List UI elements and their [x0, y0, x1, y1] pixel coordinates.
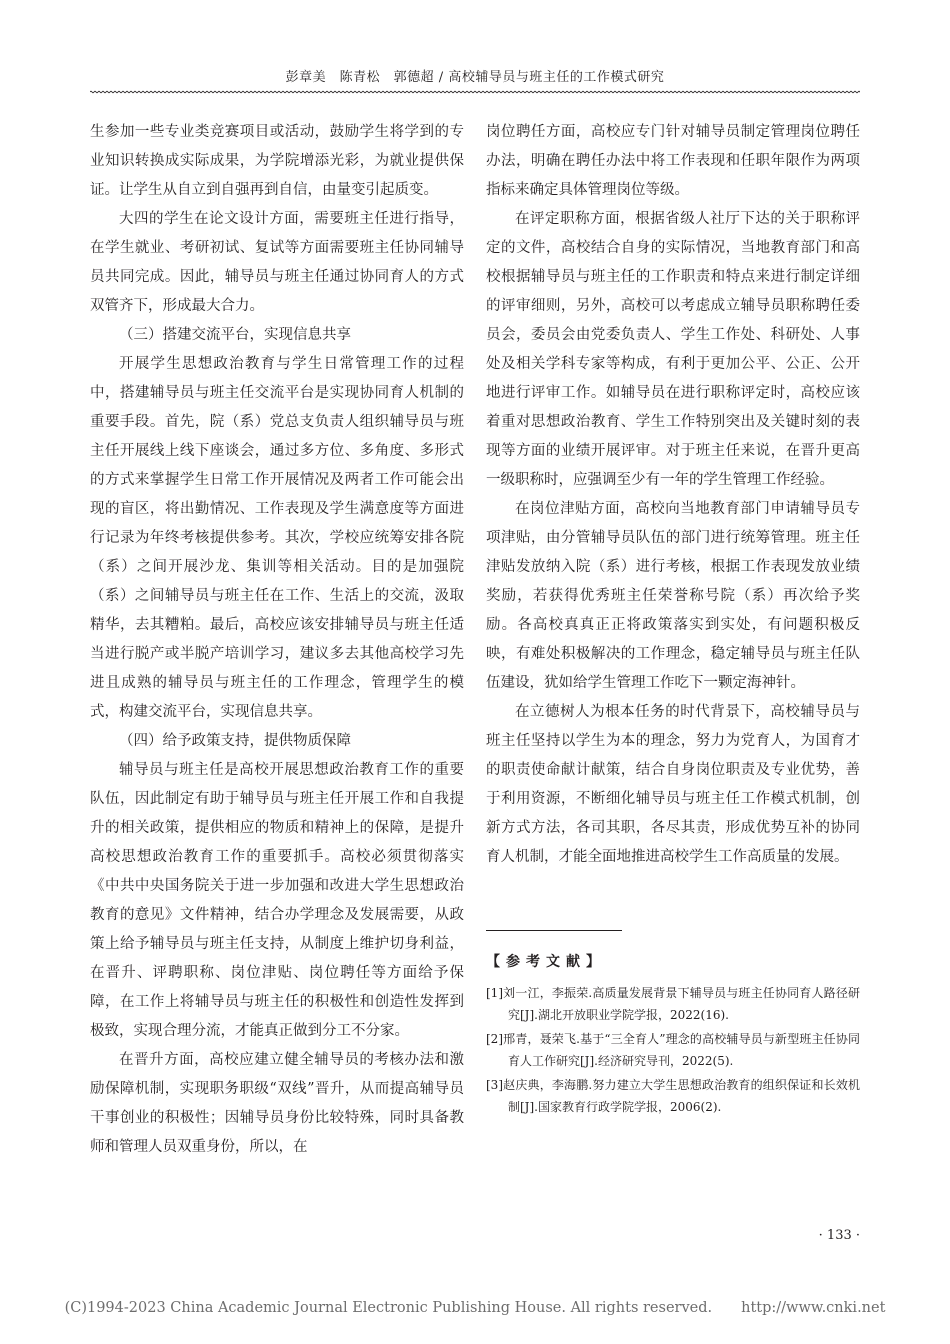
body-paragraph: 辅导员与班主任是高校开展思想政治教育工作的重要队伍，因此制定有助于辅导员与班主任开展工作和自我提升的相关政策，提供相应的物质和精神上的保障，是提升高校思想政治教育工作的重要抓手。高校必须贯彻落实《中共中央国务院关于进一步加强和改进大学生思想政治教育的意见》文件精神，结合办学理念及发展需要，从政策上给予辅导员与班主任支持，从制度上维护切身利益，在晋升、评聘职称、岗位津贴、岗位聘任等方面给予保障，在工作上将辅导员与班主任的积极性和创造性发挥到极致，实现合理分流，才能真正做到分工不分家。: [90, 762, 464, 1039]
copyright-footer: (C)1994-2023 China Academic Journal Electronic Publishing House. All rights reserved. http://www.cnki.net: [64, 1300, 886, 1316]
right-column: [486, 118, 860, 872]
page-number: · 133 ·: [818, 1228, 860, 1243]
references-list: [486, 982, 860, 1120]
header-wavy-rule: [90, 90, 860, 94]
references-heading: 【参考文献】: [486, 954, 606, 970]
body-paragraph: 生参加一些专业类竞赛项目或活动，鼓励学生将学到的专业知识转换成实际成果，为学院增添光彩，为就业提供保证。让学生从自立到自强再到自信，由量变引起质变。: [90, 124, 464, 198]
reference-item: [3]赵庆典，李海鹏.努力建立大学生思想政治教育的组织保证和长效机制[J].国家教育行政学院学报，2006(2).: [486, 1078, 860, 1114]
body-paragraph: 在岗位津贴方面，高校向当地教育部门申请辅导员专项津贴，由分管辅导员队伍的部门进行统筹管理。班主任津贴发放纳入院（系）进行考核，根据工作表现发放业绩奖励，若获得优秀班主任荣誉称号院（系）再次给予奖励。各高校真真正正将政策落实到实处，有问题积极反映，有难处积极解决的工作理念，稳定辅导员与班主任队伍建设，犹如给学生管理工作吃下一颗定海神针。: [486, 501, 860, 691]
reference-item: [2]邢青，聂荣飞.基于“三全育人”理念的高校辅导员与新型班主任协同育人工作研究[J].经济研究导刊，2022(5).: [486, 1032, 860, 1068]
left-column: [90, 118, 464, 1162]
body-paragraph: 岗位聘任方面，高校应专门针对辅导员制定管理岗位聘任办法，明确在聘任办法中将工作表现和任职年限作为两项指标来确定具体管理岗位等级。: [486, 124, 860, 198]
section-heading: （四）给予政策支持，提供物质保障: [119, 733, 351, 749]
references-divider: [486, 930, 622, 931]
section-heading: （三）搭建交流平台，实现信息共享: [119, 327, 351, 343]
body-paragraph: 开展学生思想政治教育与学生日常管理工作的过程中，搭建辅导员与班主任交流平台是实现协同育人机制的重要手段。首先，院（系）党总支负责人组织辅导员与班主任开展线上线下座谈会，通过多方位、多角度、多形式的方式来掌握学生日常工作开展情况及两者工作可能会出现的盲区，将出勤情况、工作表现及学生满意度等方面进行记录为年终考核提供参考。其次，学校应统筹安排各院（系）之间开展沙龙、集训等相关活动。目的是加强院（系）之间辅导员与班主任在工作、生活上的交流，汲取精华，去其糟粕。最后，高校应该安排辅导员与班主任适当进行脱产或半脱产培训学习，建议多去其他高校学习先进且成熟的辅导员与班主任的工作理念，管理学生的模式，构建交流平台，实现信息共享。: [90, 356, 464, 720]
body-paragraph: 在立德树人为根本任务的时代背景下，高校辅导员与班主任坚持以学生为本的理念，努力为党育人，为国育才的职责使命献计献策，结合自身岗位职责及专业优势，善于利用资源，不断细化辅导员与班主任工作模式机制，创新方式方法，各司其职，各尽其责，形成优势互补的协同育人机制，才能全面地推进高校学生工作高质量的发展。: [486, 704, 860, 865]
reference-item: [1]刘一江，李振荣.高质量发展背景下辅导员与班主任协同育人路径研究[J].湖北开放职业学院学报，2022(16).: [486, 986, 860, 1022]
body-paragraph: 在评定职称方面，根据省级人社厅下达的关于职称评定的文件，高校结合自身的实际情况，当地教育部门和高校根据辅导员与班主任的工作职责和特点来进行制定详细的评审细则，另外，高校可以考虑成立辅导员职称聘任委员会，委员会由党委负责人、学生工作处、科研处、人事处及相关学科专家等构成，有利于更加公平、公正、公开地进行评审工作。如辅导员在进行职称评定时，高校应该着重对思想政治教育、学生工作特别突出及关键时刻的表现等方面的业绩开展评审。对于班主任来说，在晋升更高一级职称时，应强调至少有一年的学生管理工作经验。: [486, 211, 860, 488]
body-paragraph: 在晋升方面，高校应建立健全辅导员的考核办法和激励保障机制，实现职务职级“双线”晋升，从而提高辅导员干事创业的积极性；因辅导员身份比较特殊，同时具备教师和管理人员双重身份，所以，在: [90, 1052, 464, 1155]
running-header: 彭章美 陈青松 郭德超 / 高校辅导员与班主任的工作模式研究: [285, 70, 665, 85]
body-paragraph: 大四的学生在论文设计方面，需要班主任进行指导，在学生就业、考研初试、复试等方面需要班主任协同辅导员共同完成。因此，辅导员与班主任通过协同育人的方式双管齐下，形成最大合力。: [90, 211, 464, 314]
